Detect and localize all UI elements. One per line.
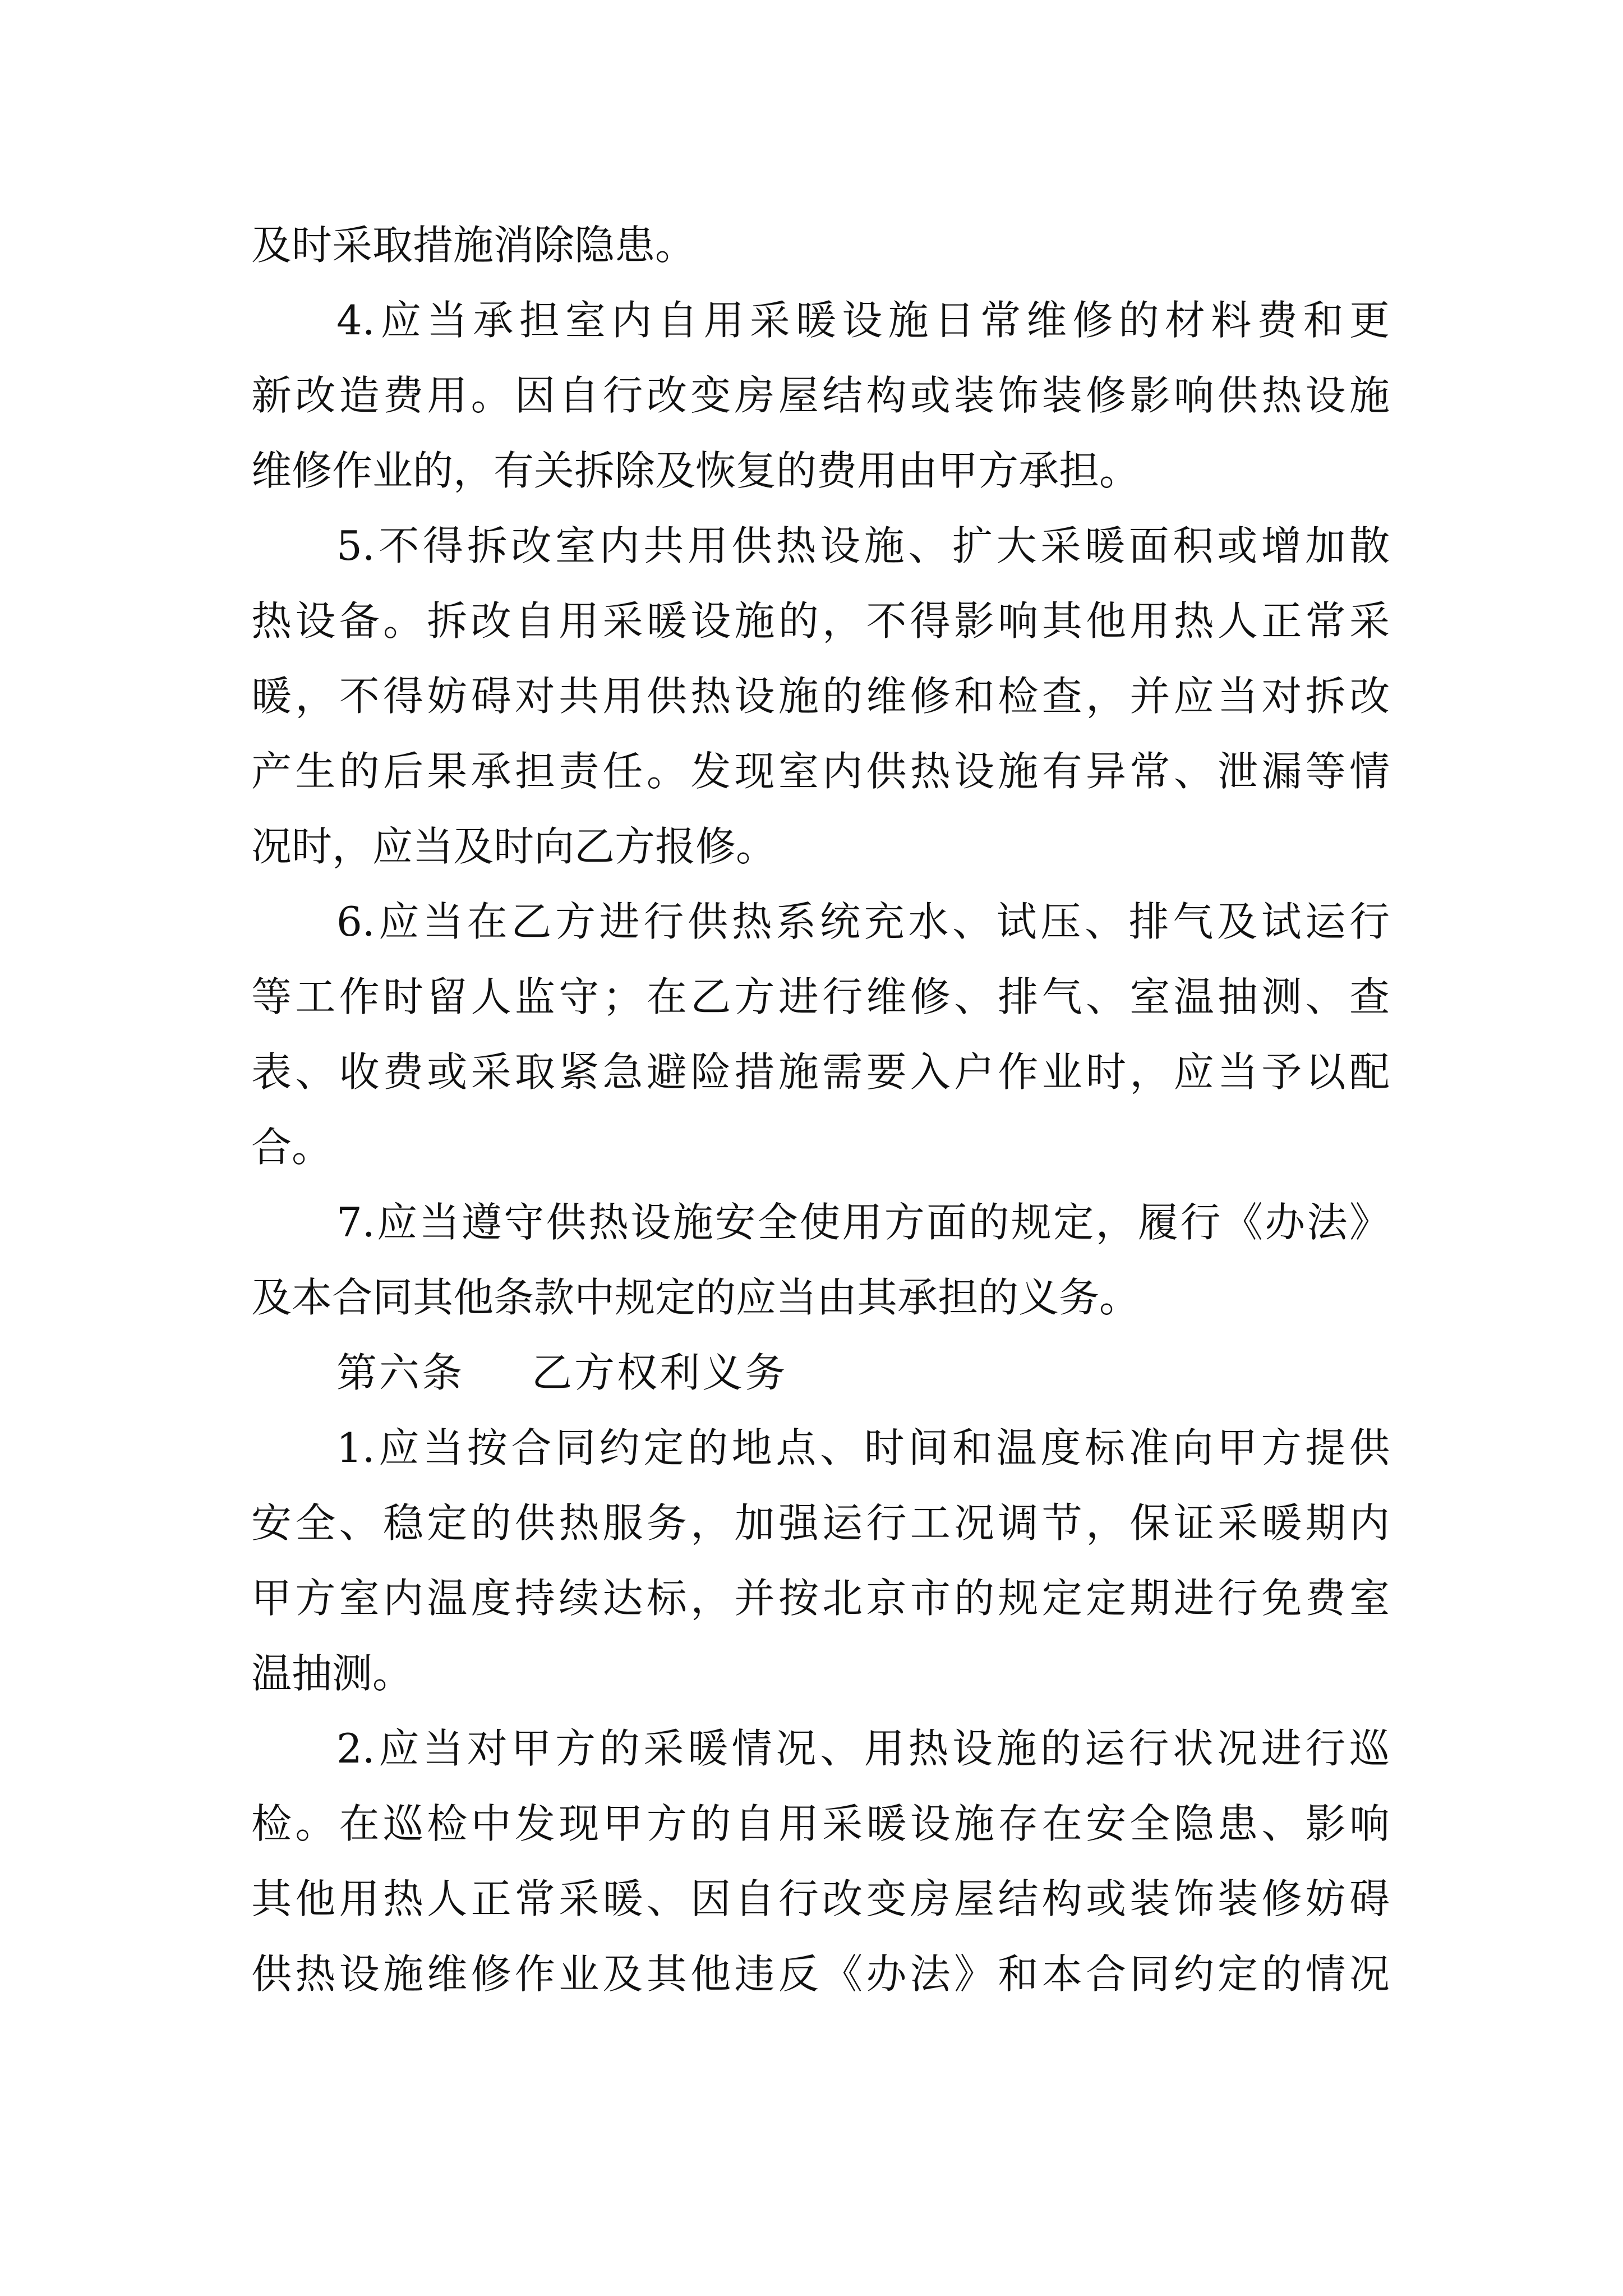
body-line: 合。 [251, 1124, 333, 1171]
body-line: 况时，应当及时向乙方报修。 [251, 823, 777, 870]
body-line: 甲方室内温度持续达标，并按北京市的规定定期进行免费室 [251, 1575, 1390, 1622]
body-line: 供热设施维修作业及其他违反《办法》和本合同约定的情况 [251, 1950, 1390, 1998]
article-title: 乙方权利义务 [532, 1349, 788, 1396]
body-line: 维修作业的，有关拆除及恢复的费用由甲方承担。 [251, 447, 1140, 494]
body-line: 及时采取措施消除隐患。 [251, 222, 696, 269]
article-number: 第六条 [336, 1349, 465, 1396]
body-line: 热设备。拆改自用采暖设施的，不得影响其他用热人正常采 [251, 597, 1390, 645]
section-heading [336, 1331, 1390, 1415]
body-line: 等工作时留人监守；在乙方进行维修、排气、室温抽测、查 [251, 973, 1390, 1020]
body-line: 安全、稳定的供热服务，加强运行工况调节，保证采暖期内 [251, 1499, 1390, 1547]
body-line: 2.应当对甲方的采暖情况、用热设施的运行状况进行巡 [336, 1725, 1390, 1772]
body-line: 检。在巡检中发现甲方的自用采暖设施存在安全隐患、影响 [251, 1800, 1390, 1847]
body-line: 表、收费或采取紧急避险措施需要入户作业时，应当予以配 [251, 1048, 1390, 1096]
body-line: 6.应当在乙方进行供热系统充水、试压、排气及试运行 [336, 898, 1390, 945]
body-line: 暖，不得妨碍对共用供热设施的维修和检查，并应当对拆改 [251, 673, 1390, 720]
body-line: 其他用热人正常采暖、因自行改变房屋结构或装饰装修妨碍 [251, 1875, 1390, 1922]
body-line: 5.不得拆改室内共用供热设施、扩大采暖面积或增加散 [336, 522, 1390, 569]
body-line: 温抽测。 [251, 1650, 413, 1697]
body-line: 7.应当遵守供热设施安全使用方面的规定，履行《办法》 [336, 1199, 1390, 1246]
body-line: 及本合同其他条款中规定的应当由其承担的义务。 [251, 1274, 1140, 1321]
body-line: 4.应当承担室内自用采暖设施日常维修的材料费和更 [336, 297, 1390, 344]
body-line: 新改造费用。因自行改变房屋结构或装饰装修影响供热设施 [251, 372, 1390, 419]
body-line: 1.应当按合同约定的地点、时间和温度标准向甲方提供 [336, 1424, 1390, 1471]
body-line: 产生的后果承担责任。发现室内供热设施有异常、泄漏等情 [251, 748, 1390, 795]
